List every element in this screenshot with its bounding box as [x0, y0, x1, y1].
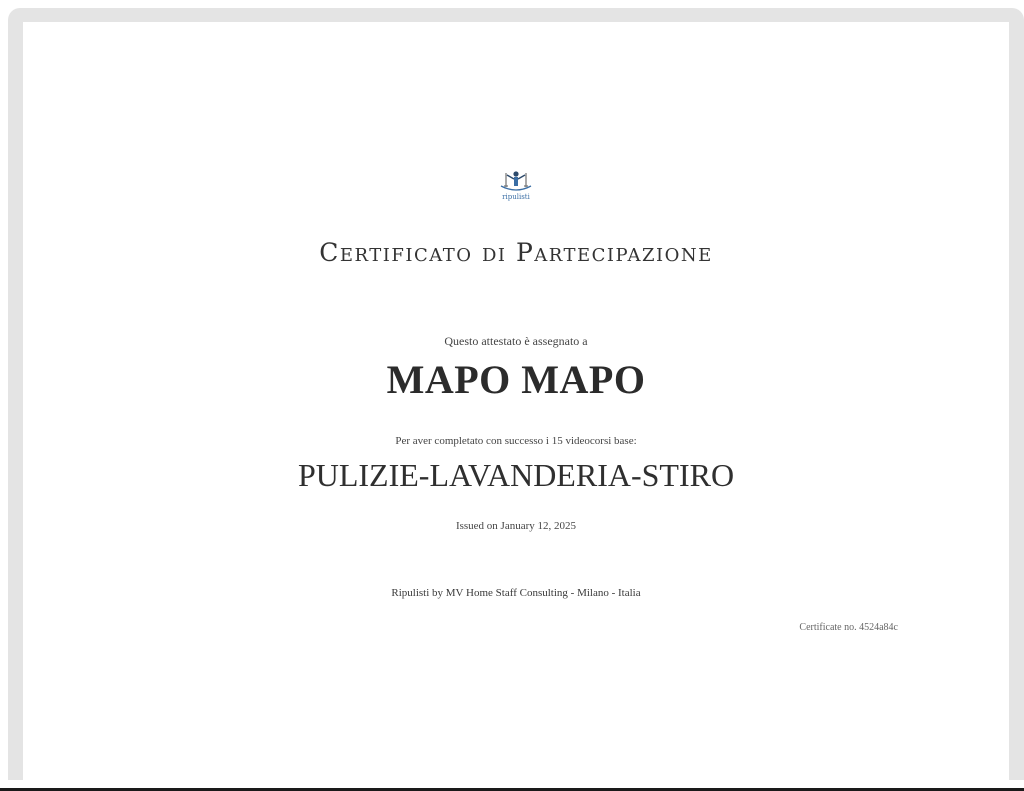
certificate-page — [23, 22, 1009, 780]
issuer-line: Ripulisti by MV Home Staff Consulting - Milano - Italia — [391, 587, 641, 599]
certificate-title: Certificato di Partecipazione — [319, 238, 713, 267]
ripulisti-logo — [495, 167, 537, 203]
course-name: PULIZIE-LAVANDERIA-STIRO — [297, 457, 735, 493]
svg-text:ripulisti: ripulisti — [502, 193, 530, 201]
issue-date: Issued on January 12, 2025 — [455, 520, 577, 532]
assigned-to-label: Questo attestato è assegnato a — [444, 334, 588, 348]
recipient-name: MAPO MAPO — [386, 357, 646, 402]
completion-label: Per aver completato con successo i 15 videocorsi base: — [395, 435, 637, 447]
certificate-number: Certificate no. 4524a84c — [799, 622, 898, 633]
